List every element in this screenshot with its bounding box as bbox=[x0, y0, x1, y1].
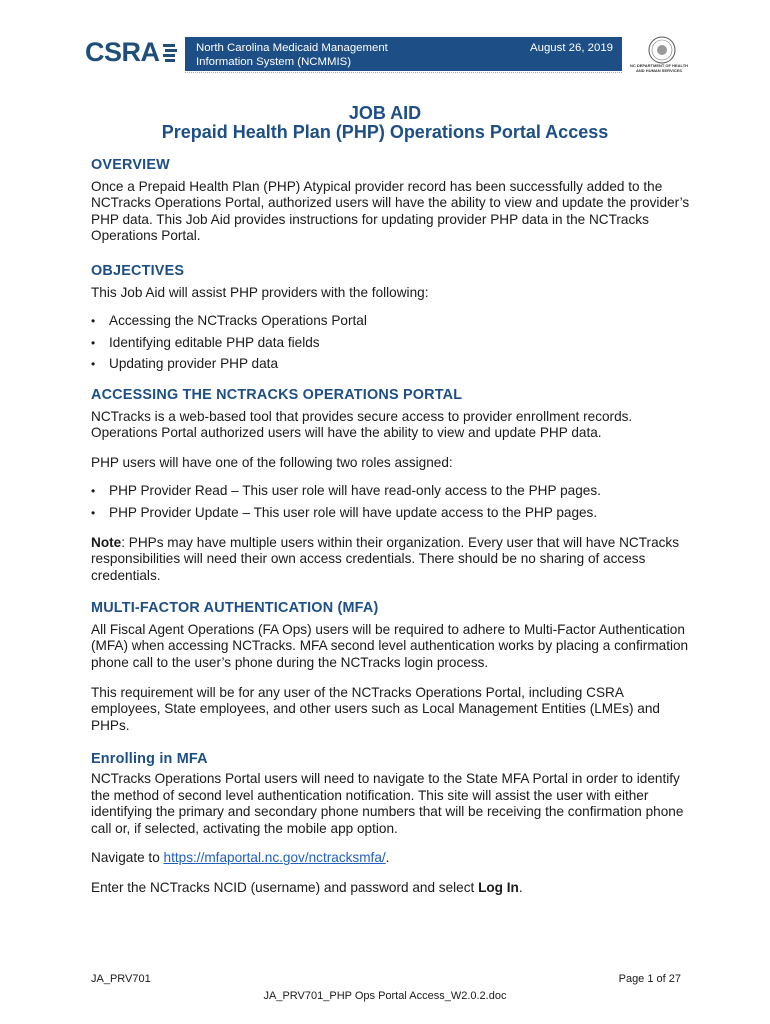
footer-page-number: Page 1 of 27 bbox=[618, 973, 681, 985]
enrolling-paragraph: NCTracks Operations Portal users will need to navigate to the State MFA Portal in order to identify the method of second level authentication notification. This site will assist the user with either identifying the primary and secondary phone numbers that will be receiving the confirmation phone call or, if selected, activating the mobile app option. bbox=[91, 771, 684, 836]
overview-paragraph: Once a Prepaid Health Plan (PHP) Atypical provider record has been successfully added to the NCTracks Operations Portal, authorized users will have the ability to view and update the provider’s PHP data. This Job Aid provides instructions for updating provider PHP data in the NCTracks Operations Portal. bbox=[91, 178, 690, 244]
roles-intro: PHP users will have one of the following two roles assigned: bbox=[91, 454, 453, 470]
system-banner bbox=[185, 37, 622, 71]
login-paragraph: Enter the NCTracks NCID (username) and password and select Log In. bbox=[91, 880, 523, 895]
accessing-heading: ACCESSING THE NCTRACKS OPERATIONS PORTAL bbox=[91, 386, 463, 403]
seal-caption: NC DEPARTMENT OF HEALTH AND HUMAN SERVICES bbox=[629, 63, 689, 73]
roles-list bbox=[91, 483, 691, 521]
note-paragraph bbox=[91, 535, 691, 585]
login-label: Log In bbox=[478, 880, 519, 895]
document-subtitle: Prepaid Health Plan (PHP) Operations Portal Access bbox=[161, 122, 609, 142]
accessing-paragraph: NCTracks is a web-based tool that provides secure access to provider enrollment records. Operations Portal authorized users will have the ability to view and update PHP data. bbox=[91, 408, 633, 441]
list-item: • Identifying editable PHP data fields bbox=[91, 335, 691, 352]
overview-heading: OVERVIEW bbox=[91, 157, 170, 173]
system-name: North Carolina Medicaid Management Information System (NCMMIS) bbox=[196, 42, 388, 68]
mfa-heading: MULTI-FACTOR AUTHENTICATION (MFA) bbox=[91, 600, 379, 617]
note-body: : PHPs may have multiple users within their organization. Every user that will have NCTracks responsibilities will need their own access credentials. There should be no sharing of access credentials. bbox=[91, 534, 680, 583]
mfa-portal-link[interactable]: https://mfaportal.nc.gov/nctracksmfa/ bbox=[163, 850, 386, 866]
svg-text:CSRA: CSRA bbox=[85, 37, 160, 67]
document-date: August 26, 2019 bbox=[530, 42, 613, 54]
document-title: JOB AID bbox=[348, 103, 422, 123]
enrolling-heading: Enrolling in MFA bbox=[91, 751, 208, 768]
objectives-intro: This Job Aid will assist PHP providers with the following: bbox=[91, 284, 429, 300]
list-item: • Updating provider PHP data bbox=[91, 356, 691, 373]
header-divider bbox=[185, 72, 622, 73]
mfa-paragraph-2: This requirement will be for any user of the NCTracks Operations Portal, including CSRA employees, State employees, and other users such as Local Management Entities (LMEs) and PHPs. bbox=[91, 684, 660, 733]
document-body bbox=[91, 157, 691, 897]
list-item: • Accessing the NCTracks Operations Portal bbox=[91, 313, 691, 330]
list-item: • PHP Provider Update – This user role will have update access to the PHP pages. bbox=[91, 505, 691, 522]
csra-logo bbox=[85, 36, 185, 68]
navigate-paragraph: Navigate to https://mfaportal.nc.gov/nctracksmfa/. bbox=[91, 850, 390, 866]
logo-arrow-icon bbox=[163, 44, 177, 62]
mfa-paragraph-1: All Fiscal Agent Operations (FA Ops) users will be required to adhere to Multi-Factor Authentication (MFA) when accessing NCTracks. MFA second level authentication works by placing a confirmation phone call to the user’s phone during the NCTracks login process. bbox=[91, 621, 689, 671]
objectives-heading: OBJECTIVES bbox=[91, 262, 185, 279]
list-item: • PHP Provider Read – This user role will have read-only access to the PHP pages. bbox=[91, 483, 691, 500]
footer-doc-id: JA_PRV701 bbox=[91, 973, 151, 985]
footer-filename: JA_PRV701_PHP Ops Portal Access_W2.0.2.doc bbox=[263, 990, 507, 1002]
note-label: Note bbox=[91, 534, 122, 550]
objectives-list bbox=[91, 313, 691, 373]
